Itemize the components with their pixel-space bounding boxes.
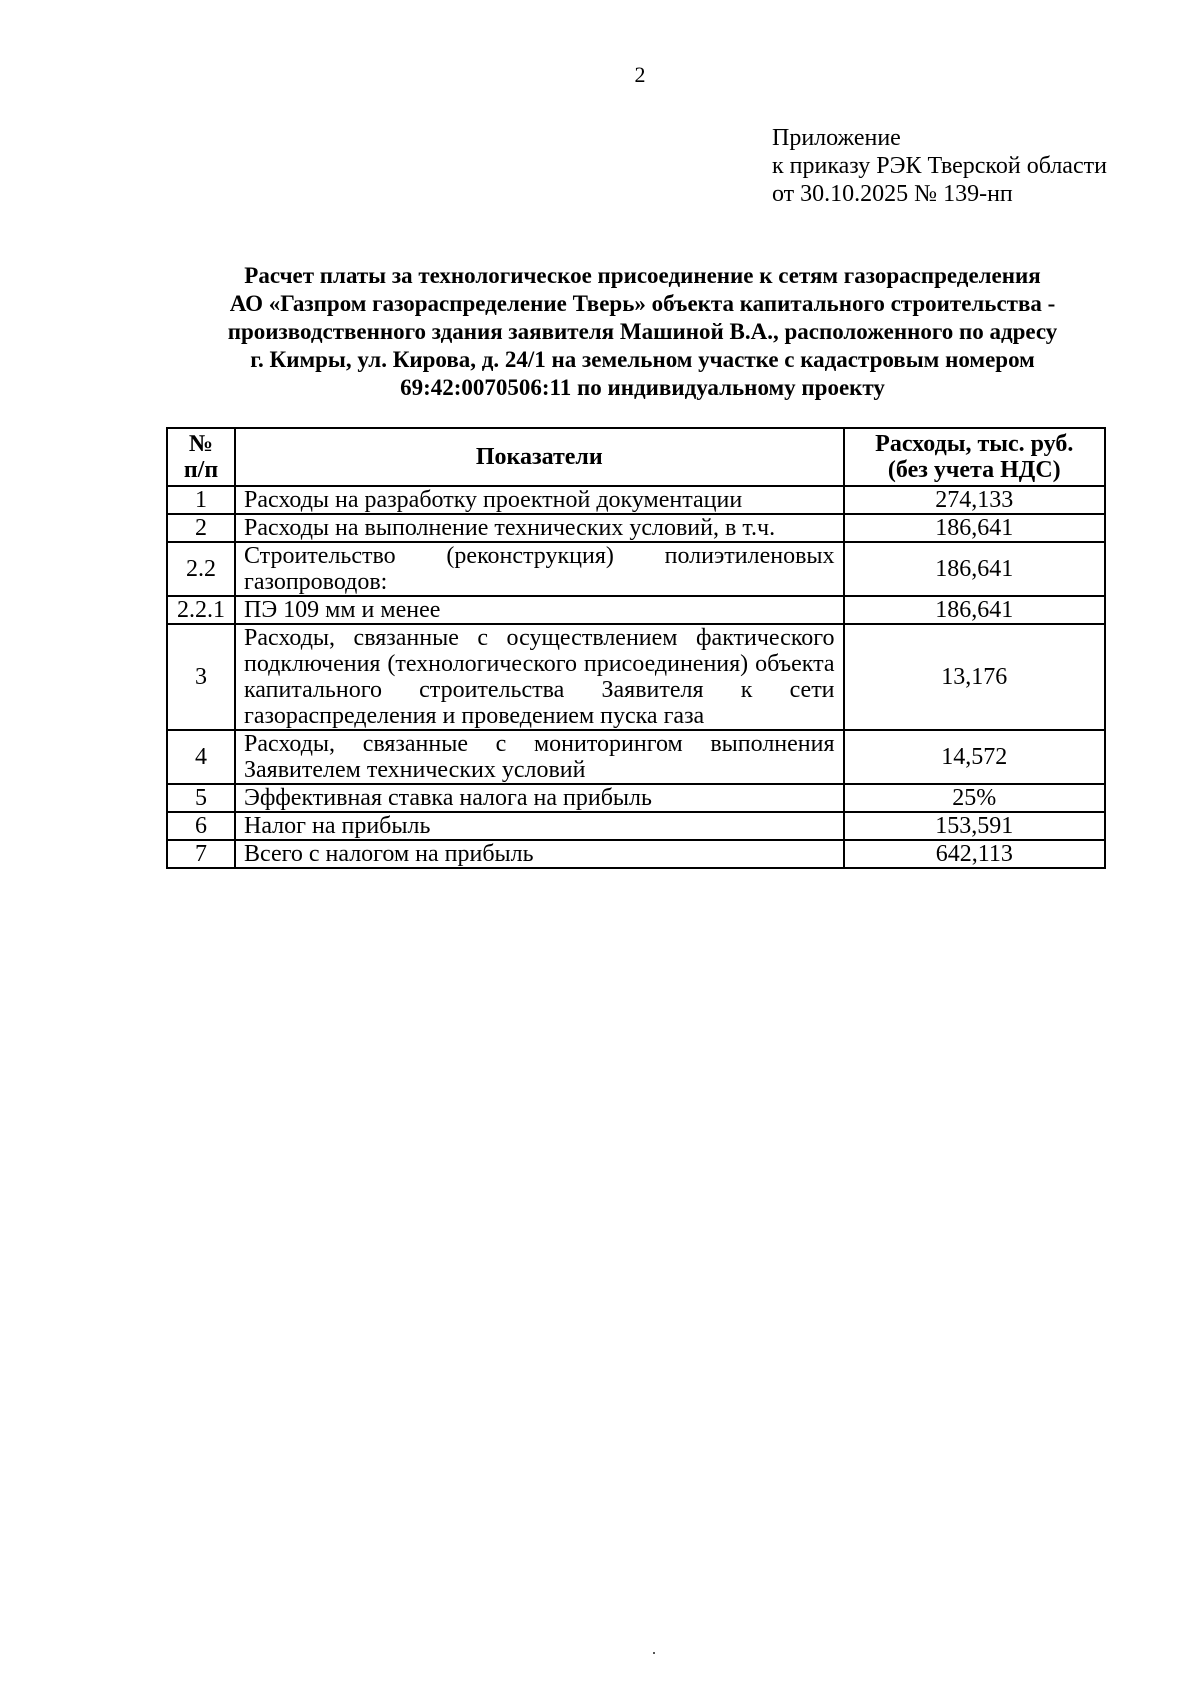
table-body bbox=[167, 486, 1105, 868]
table-header bbox=[167, 428, 1105, 486]
scan-speck bbox=[653, 1652, 655, 1654]
row-indicator: Эффективная ставка налога на прибыль bbox=[235, 784, 844, 812]
row-value: 153,591 bbox=[844, 812, 1105, 840]
row-value: 13,176 bbox=[844, 624, 1105, 730]
row-indicator: ПЭ 109 мм и менее bbox=[235, 596, 844, 624]
table-row bbox=[167, 784, 1105, 812]
row-number: 7 bbox=[167, 840, 235, 868]
row-value: 274,133 bbox=[844, 486, 1105, 514]
row-number: 2.2 bbox=[167, 542, 235, 596]
title-line-2: АО «Газпром газораспределение Тверь» объекта капитального строительства - bbox=[229, 291, 1056, 316]
table-row bbox=[167, 486, 1105, 514]
row-value: 186,641 bbox=[844, 514, 1105, 542]
header-expenses bbox=[844, 428, 1105, 486]
table-row bbox=[167, 730, 1105, 784]
header-number-line-2: п/п bbox=[183, 457, 219, 483]
table-row bbox=[167, 596, 1105, 624]
row-number: 3 bbox=[167, 624, 235, 730]
row-value: 186,641 bbox=[844, 542, 1105, 596]
table-header-row bbox=[167, 428, 1105, 486]
header-expenses-line-1: Расходы, тыс. руб. bbox=[875, 431, 1074, 457]
row-indicator: Строительство (реконструкция) полиэтиленовых газопроводов: bbox=[235, 542, 844, 596]
title-line-1: Расчет платы за технологическое присоединение к сетям газораспределения bbox=[244, 263, 1041, 288]
header-indicators: Показатели bbox=[235, 428, 844, 486]
row-number: 5 bbox=[167, 784, 235, 812]
table-row bbox=[167, 542, 1105, 596]
title-line-4: г. Кимры, ул. Кирова, д. 24/1 на земельном участке с кадастровым номером bbox=[250, 347, 1035, 372]
row-value: 186,641 bbox=[844, 596, 1105, 624]
row-number: 2.2.1 bbox=[167, 596, 235, 624]
appendix-block bbox=[772, 124, 1107, 208]
row-value: 25% bbox=[844, 784, 1105, 812]
row-indicator: Налог на прибыль bbox=[235, 812, 844, 840]
row-indicator: Расходы, связанные с осуществлением фактического подключения (технологического присоединения) объекта капитального строительства Заявителя к сети газораспределения и проведением пуска газа bbox=[235, 624, 844, 730]
table-row bbox=[167, 840, 1105, 868]
row-number: 6 bbox=[167, 812, 235, 840]
row-number: 2 bbox=[167, 514, 235, 542]
appendix-line-3: от 30.10.2025 № 139-нп bbox=[772, 181, 1013, 207]
row-number: 1 bbox=[167, 486, 235, 514]
document-title bbox=[150, 262, 1135, 402]
header-number bbox=[167, 428, 235, 486]
row-indicator: Всего с налогом на прибыль bbox=[235, 840, 844, 868]
calculation-table bbox=[166, 427, 1106, 869]
row-indicator: Расходы, связанные с мониторингом выполнения Заявителем технических условий bbox=[235, 730, 844, 784]
header-number-line-1: № bbox=[188, 431, 214, 457]
row-value: 642,113 bbox=[844, 840, 1105, 868]
header-expenses-line-2: (без учета НДС) bbox=[887, 457, 1061, 483]
appendix-line-2: к приказу РЭК Тверской области bbox=[772, 153, 1107, 179]
table-row bbox=[167, 812, 1105, 840]
page-number: 2 bbox=[634, 62, 646, 87]
row-indicator: Расходы на выполнение технических условий, в т.ч. bbox=[235, 514, 844, 542]
title-line-3: производственного здания заявителя Машиной В.А., расположенного по адресу bbox=[227, 319, 1058, 344]
table-row bbox=[167, 514, 1105, 542]
table-row bbox=[167, 624, 1105, 730]
row-indicator: Расходы на разработку проектной документации bbox=[235, 486, 844, 514]
appendix-line-1: Приложение bbox=[772, 125, 901, 151]
row-number: 4 bbox=[167, 730, 235, 784]
title-line-5: 69:42:0070506:11 по индивидуальному проекту bbox=[400, 375, 885, 400]
row-value: 14,572 bbox=[844, 730, 1105, 784]
